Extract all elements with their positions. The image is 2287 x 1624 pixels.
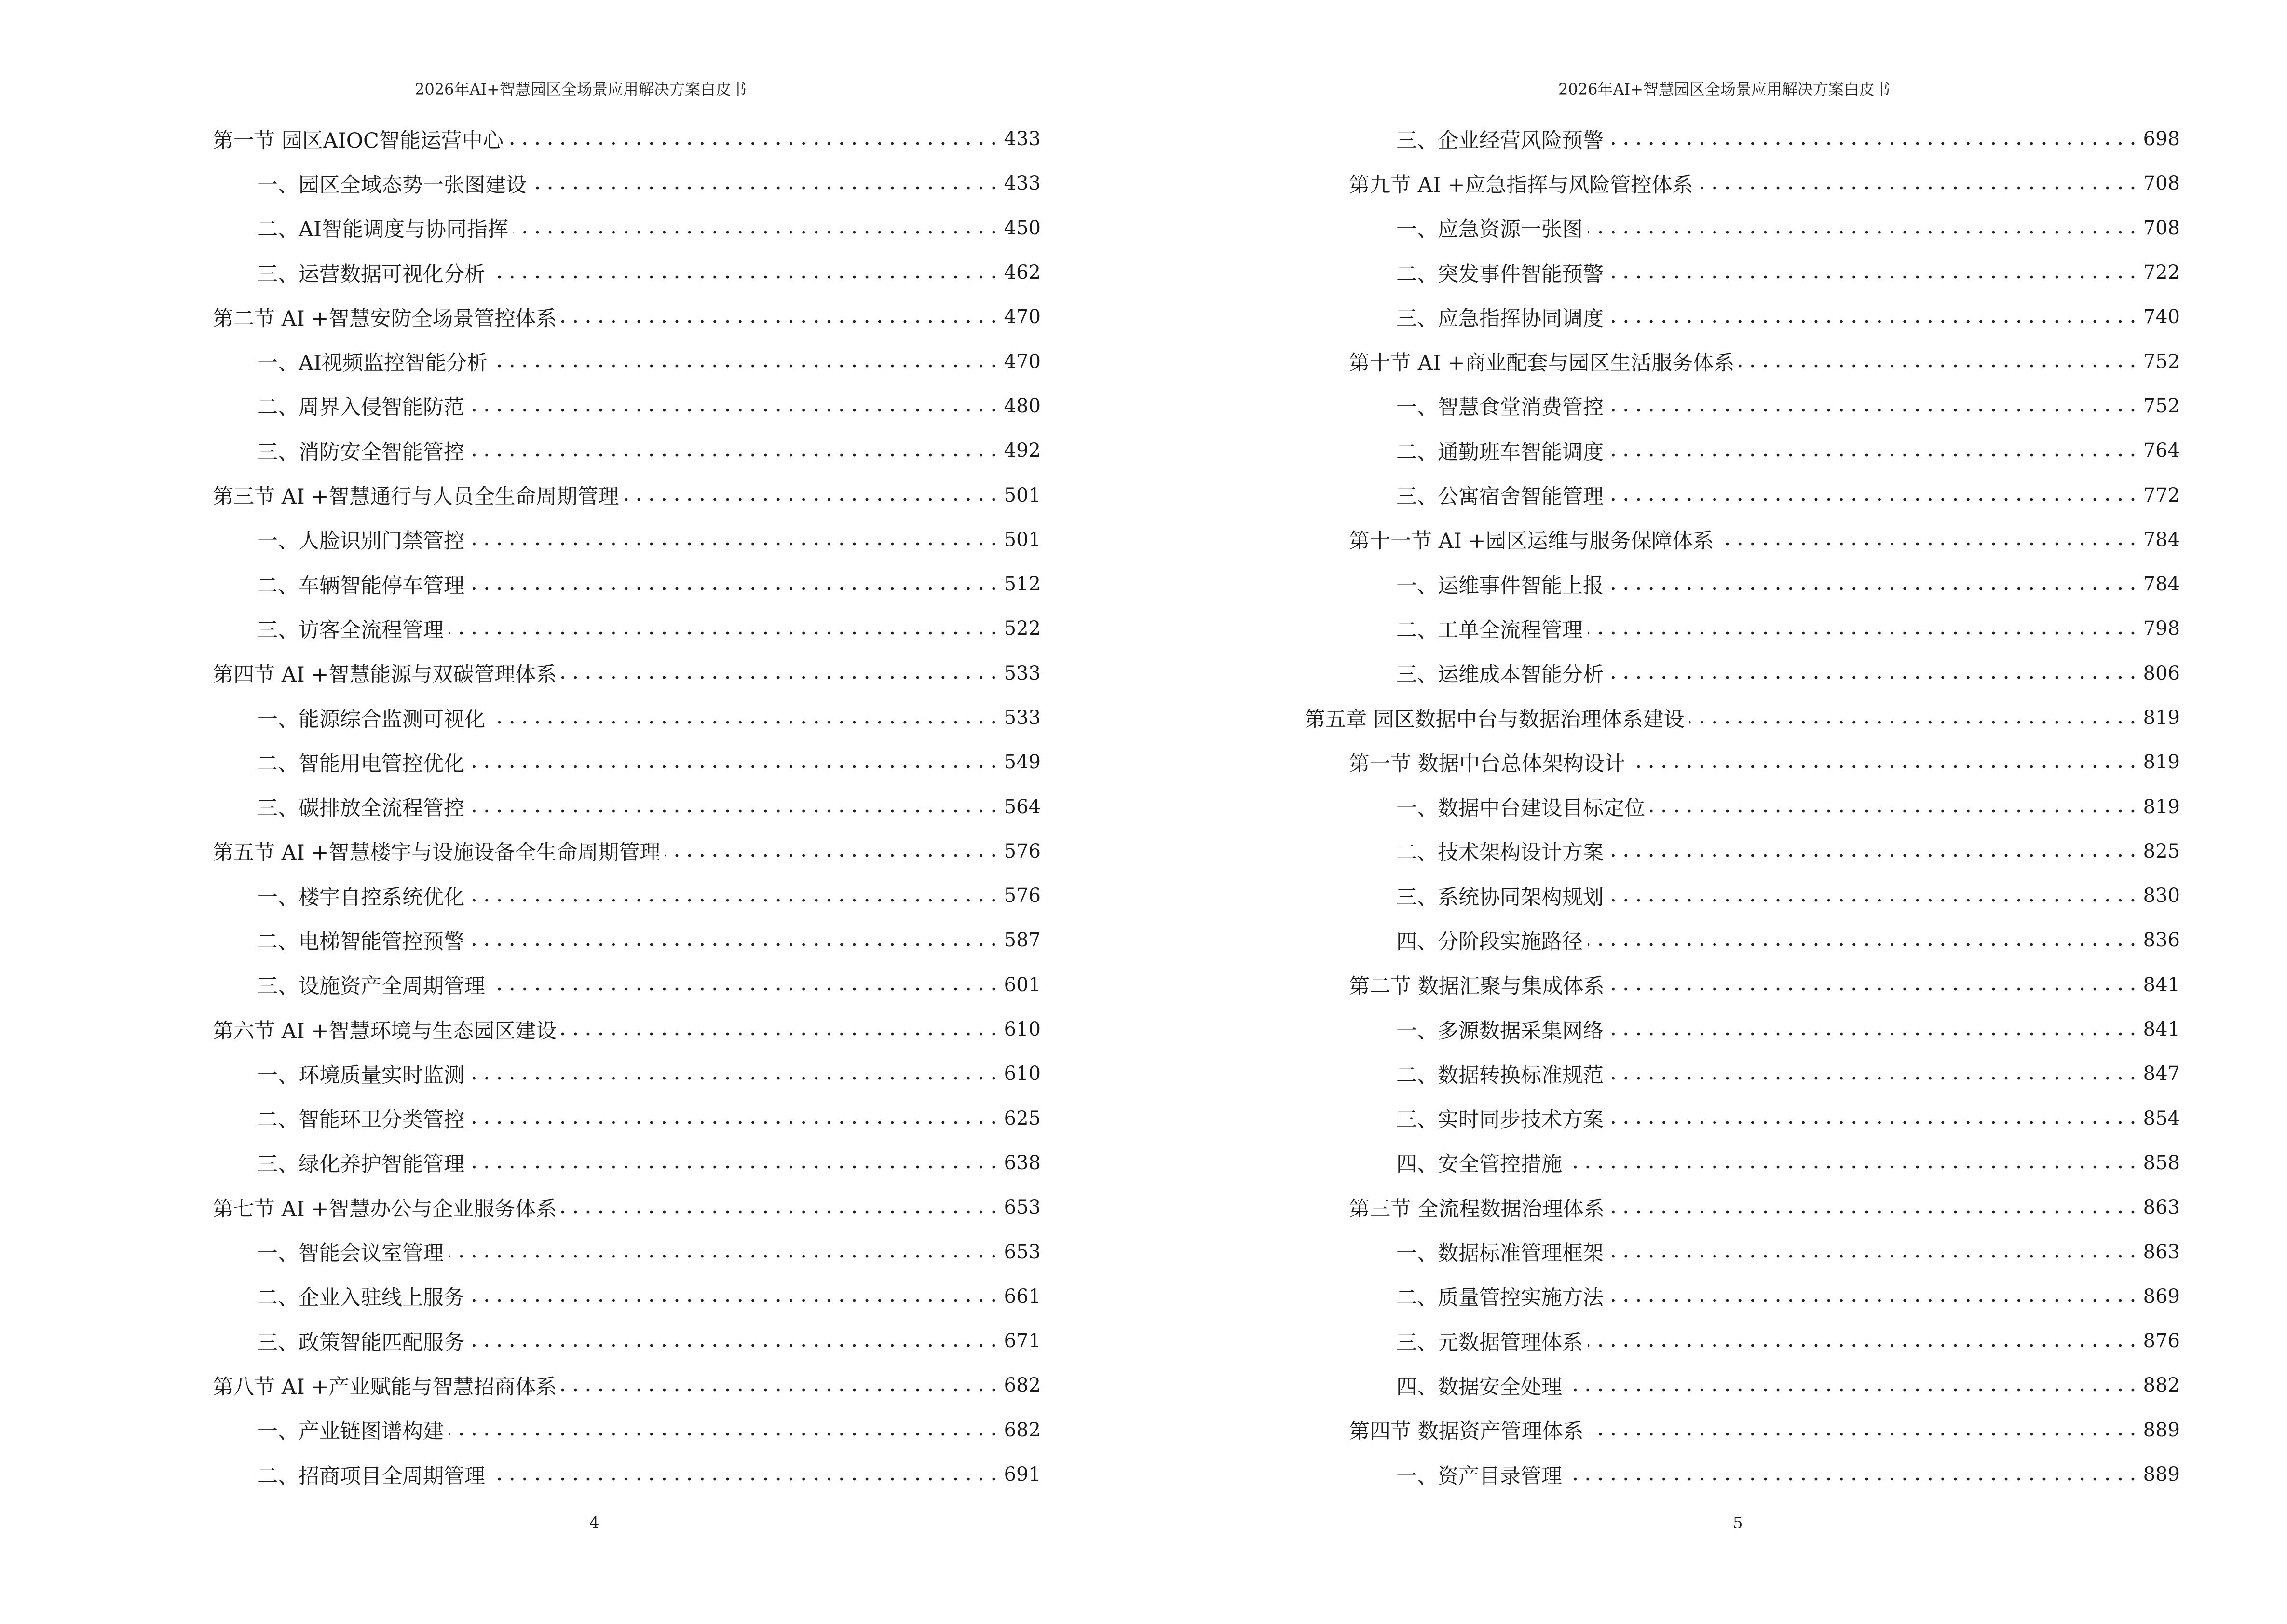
dot-leader — [469, 440, 997, 461]
toc-entry-page: 819 — [2143, 707, 2180, 729]
toc-entry-sub[interactable] — [213, 250, 1041, 295]
toc-entry-sub[interactable] — [213, 1229, 1041, 1274]
table-of-contents — [1305, 117, 2180, 1497]
toc-entry-page: 876 — [2143, 1330, 2180, 1352]
toc-entry-title: 三、运营数据可视化分析 — [257, 262, 485, 287]
toc-entry-sub[interactable] — [213, 606, 1041, 651]
toc-entry-sub[interactable] — [1305, 117, 2180, 161]
dot-leader — [561, 1197, 997, 1218]
dot-leader — [1567, 1375, 2137, 1396]
toc-entry-sub[interactable] — [213, 1096, 1041, 1141]
toc-entry-title: 三、公寓宿舍智能管理 — [1396, 485, 1604, 509]
toc-entry-title: 第四节 AI +智慧能源与双碳管理体系 — [213, 663, 557, 687]
toc-entry-section[interactable] — [1305, 161, 2180, 205]
toc-entry-sub[interactable] — [1305, 1363, 2180, 1407]
toc-entry-sub[interactable] — [1305, 295, 2180, 339]
toc-entry-sub[interactable] — [213, 1452, 1041, 1497]
dot-leader — [1608, 307, 2137, 328]
toc-entry-page: 450 — [1004, 217, 1041, 239]
toc-entry-page: 470 — [1004, 306, 1041, 328]
dot-leader — [469, 1108, 997, 1129]
dot-leader — [469, 396, 997, 416]
dot-leader — [624, 485, 997, 505]
toc-entry-title: 第三节 全流程数据治理体系 — [1349, 1197, 1605, 1221]
dot-leader — [1608, 574, 2137, 595]
toc-entry-sub[interactable] — [213, 740, 1041, 784]
toc-entry-title: 三、系统协同架构规划 — [1396, 885, 1604, 910]
dot-leader — [1589, 1419, 2137, 1440]
dot-leader — [492, 351, 997, 372]
document-page-right — [1144, 0, 2287, 1624]
toc-entry-title: 一、产业链图谱构建 — [257, 1419, 444, 1444]
toc-entry-page: 830 — [2143, 885, 2180, 907]
toc-entry-title: 第八节 AI +产业赋能与智慧招商体系 — [213, 1375, 557, 1399]
dot-leader — [1608, 485, 2137, 505]
toc-entry-page: 661 — [1004, 1285, 1041, 1308]
toc-entry-title: 一、数据标准管理框架 — [1396, 1242, 1604, 1266]
dot-leader — [1698, 173, 2137, 194]
toc-entry-section[interactable] — [1305, 740, 2180, 784]
toc-entry-chapter[interactable] — [1305, 696, 2180, 740]
toc-entry-page: 433 — [1004, 128, 1041, 150]
dot-leader — [469, 1064, 997, 1084]
toc-entry-title: 三、设施资产全周期管理 — [257, 974, 485, 999]
toc-entry-title: 二、突发事件智能预警 — [1396, 262, 1604, 287]
toc-entry-section[interactable] — [1305, 963, 2180, 1007]
table-of-contents — [213, 117, 1041, 1497]
toc-entry-sub[interactable] — [213, 1141, 1041, 1185]
dot-leader — [1608, 886, 2137, 906]
toc-entry-sub[interactable] — [213, 784, 1041, 829]
toc-entry-page: 847 — [2143, 1063, 2180, 1085]
dot-leader — [469, 752, 997, 773]
toc-entry-sub[interactable] — [213, 1408, 1041, 1452]
dot-leader — [531, 173, 997, 194]
toc-entry-title: 一、园区全域态势一张图建设 — [257, 173, 527, 197]
toc-entry-page: 784 — [2143, 528, 2180, 551]
toc-entry-title: 第十节 AI +商业配套与园区生活服务体系 — [1349, 351, 1735, 376]
dot-leader — [1567, 1152, 2137, 1173]
dot-leader — [1588, 1331, 2137, 1351]
toc-entry-page: 480 — [1004, 395, 1041, 417]
toc-entry-title: 一、智能会议室管理 — [257, 1242, 444, 1266]
dot-leader — [1608, 1064, 2137, 1084]
toc-entry-page: 533 — [1004, 707, 1041, 729]
toc-entry-title: 一、多源数据采集网络 — [1396, 1019, 1604, 1043]
dot-leader — [1608, 129, 2137, 150]
toc-entry-title: 第十一节 AI +园区运维与服务保障体系 — [1349, 529, 1714, 554]
toc-entry-sub[interactable] — [213, 562, 1041, 606]
dot-leader — [508, 129, 997, 150]
dot-leader — [665, 841, 997, 861]
toc-entry-page: 819 — [2143, 751, 2180, 774]
dot-leader — [449, 618, 997, 639]
toc-entry-sub[interactable] — [213, 1051, 1041, 1096]
toc-entry-title: 三、政策智能匹配服务 — [257, 1330, 464, 1355]
toc-entry-page: 752 — [2143, 350, 2180, 373]
toc-entry-title: 第一节 园区AIOC智能运营中心 — [213, 128, 504, 153]
toc-entry-page: 708 — [2143, 172, 2180, 195]
dot-leader — [561, 1019, 997, 1040]
toc-entry-sub[interactable] — [1305, 1229, 2180, 1274]
dot-leader — [1609, 974, 2137, 995]
dot-leader — [1650, 796, 2137, 817]
toc-entry-sub[interactable] — [1305, 1274, 2180, 1319]
toc-entry-title: 四、分阶段实施路径 — [1396, 929, 1583, 954]
dot-leader — [469, 1286, 997, 1307]
toc-entry-title: 三、消防安全智能管控 — [257, 440, 464, 464]
dot-leader — [513, 218, 997, 238]
toc-entry-sub[interactable] — [1305, 651, 2180, 696]
page-number: 5 — [1733, 1514, 1743, 1532]
toc-entry-page: 576 — [1004, 885, 1041, 907]
toc-entry-sub[interactable] — [213, 1319, 1041, 1363]
dot-leader — [490, 262, 997, 283]
toc-entry-page: 841 — [2143, 1018, 2180, 1041]
toc-entry-sub[interactable] — [1305, 1096, 2180, 1141]
toc-entry-page: 819 — [2143, 795, 2180, 818]
dot-leader — [1689, 708, 2137, 728]
toc-entry-page: 698 — [2143, 128, 2180, 150]
toc-entry-page: 610 — [1004, 1018, 1041, 1041]
toc-entry-title: 一、资产目录管理 — [1396, 1464, 1562, 1488]
dot-leader — [1608, 1242, 2137, 1262]
dot-leader — [1608, 1286, 2137, 1307]
toc-entry-page: 752 — [2143, 395, 2180, 417]
dot-leader — [1608, 396, 2137, 416]
toc-entry-section[interactable] — [1305, 518, 2180, 562]
toc-entry-title: 第五节 AI +智慧楼宇与设施设备全生命周期管理 — [213, 841, 661, 865]
toc-entry-title: 三、碳排放全流程管控 — [257, 796, 464, 821]
toc-entry-page: 512 — [1004, 573, 1041, 596]
running-header: 2026年AI+智慧园区全场景应用解决方案白皮书 — [1558, 80, 1891, 98]
dot-leader — [1608, 1019, 2137, 1040]
toc-entry-page: 863 — [2143, 1196, 2180, 1219]
toc-entry-title: 第三节 AI +智慧通行与人员全生命周期管理 — [213, 485, 619, 509]
dot-leader — [469, 796, 997, 817]
toc-entry-page: 869 — [2143, 1285, 2180, 1308]
toc-entry-page: 492 — [1004, 439, 1041, 462]
toc-entry-page: 601 — [1004, 973, 1041, 996]
toc-entry-title: 第二节 数据汇聚与集成体系 — [1349, 974, 1605, 999]
toc-entry-sub[interactable] — [1305, 473, 2180, 517]
toc-entry-title: 三、应急指挥协同调度 — [1396, 306, 1604, 331]
toc-entry-title: 第六节 AI +智慧环境与生态园区建设 — [213, 1019, 557, 1043]
toc-entry-page: 653 — [1004, 1196, 1041, 1219]
toc-entry-sub[interactable] — [1305, 1452, 2180, 1497]
toc-entry-sub[interactable] — [213, 963, 1041, 1007]
dot-leader — [561, 307, 997, 328]
toc-entry-title: 二、智能环卫分类管控 — [257, 1108, 464, 1133]
toc-entry-page: 858 — [2143, 1151, 2180, 1174]
dot-leader — [449, 1419, 997, 1440]
toc-entry-page: 854 — [2143, 1107, 2180, 1130]
toc-entry-title: 一、人脸识别门禁管控 — [257, 529, 464, 554]
toc-entry-title: 三、访客全流程管理 — [257, 618, 444, 642]
toc-entry-page: 470 — [1004, 350, 1041, 373]
toc-entry-title: 一、楼宇自控系统优化 — [257, 885, 464, 910]
toc-entry-title: 二、智能用电管控优化 — [257, 751, 464, 776]
dot-leader — [490, 974, 997, 995]
toc-entry-page: 806 — [2143, 662, 2180, 684]
toc-entry-sub[interactable] — [213, 918, 1041, 962]
toc-entry-title: 一、能源综合监测可视化 — [257, 707, 485, 732]
toc-entry-page: 825 — [2143, 840, 2180, 862]
dot-leader — [1608, 1108, 2137, 1129]
toc-entry-title: 一、智慧食堂消费管控 — [1396, 396, 1604, 420]
dot-leader — [1608, 440, 2137, 461]
toc-entry-title: 三、绿化养护智能管理 — [257, 1152, 464, 1177]
toc-entry-page: 564 — [1004, 795, 1041, 818]
toc-entry-page: 433 — [1004, 172, 1041, 195]
toc-entry-page: 462 — [1004, 261, 1041, 284]
dot-leader — [1718, 529, 2137, 550]
toc-entry-page: 882 — [2143, 1374, 2180, 1397]
toc-entry-page: 522 — [1004, 617, 1041, 640]
toc-entry-sub[interactable] — [1305, 1319, 2180, 1363]
toc-entry-title: 二、企业入驻线上服务 — [257, 1286, 464, 1310]
toc-entry-page: 841 — [2143, 973, 2180, 996]
toc-entry-title: 二、数据转换标准规范 — [1396, 1063, 1604, 1088]
toc-entry-title: 一、环境质量实时监测 — [257, 1063, 464, 1088]
dot-leader — [1608, 262, 2137, 283]
toc-entry-page: 722 — [2143, 261, 2180, 284]
dot-leader — [1739, 351, 2137, 372]
toc-entry-title: 二、AI智能调度与协同指挥 — [257, 218, 509, 242]
toc-entry-page: 740 — [2143, 306, 2180, 328]
toc-entry-title: 第九节 AI +应急指挥与风险管控体系 — [1349, 173, 1693, 197]
toc-entry-sub[interactable] — [1305, 1141, 2180, 1185]
dot-leader — [561, 663, 997, 683]
toc-entry-sub[interactable] — [1305, 206, 2180, 250]
toc-entry-section[interactable] — [213, 1007, 1041, 1051]
dot-leader — [490, 708, 997, 728]
toc-entry-title: 二、车辆智能停车管理 — [257, 573, 464, 598]
toc-entry-sub[interactable] — [1305, 250, 2180, 295]
dot-leader — [1567, 1464, 2137, 1485]
toc-entry-sub[interactable] — [213, 206, 1041, 250]
toc-entry-page: 638 — [1004, 1151, 1041, 1174]
toc-entry-sub[interactable] — [213, 873, 1041, 918]
dot-leader — [469, 886, 997, 906]
toc-entry-title: 一、数据中台建设目标定位 — [1396, 796, 1645, 821]
toc-entry-title: 二、招商项目全周期管理 — [257, 1464, 485, 1488]
toc-entry-sub[interactable] — [213, 428, 1041, 473]
toc-entry-sub[interactable] — [1305, 873, 2180, 918]
toc-entry-title: 第四节 数据资产管理体系 — [1349, 1419, 1584, 1444]
dot-leader — [1588, 618, 2137, 639]
dot-leader — [1588, 218, 2137, 238]
dot-leader — [561, 1375, 997, 1396]
toc-entry-sub[interactable] — [1305, 784, 2180, 829]
toc-entry-page: 549 — [1004, 751, 1041, 774]
toc-entry-page: 587 — [1004, 929, 1041, 952]
toc-entry-title: 三、元数据管理体系 — [1396, 1330, 1583, 1355]
running-header: 2026年AI+智慧园区全场景应用解决方案白皮书 — [415, 80, 747, 98]
toc-entry-page: 682 — [1004, 1374, 1041, 1397]
dot-leader — [469, 1331, 997, 1351]
toc-entry-page: 798 — [2143, 617, 2180, 640]
toc-entry-title: 三、运维成本智能分析 — [1396, 663, 1604, 687]
toc-entry-title: 第一节 数据中台总体架构设计 — [1349, 751, 1625, 776]
toc-entry-page: 501 — [1004, 484, 1041, 506]
dot-leader — [1630, 752, 2137, 773]
toc-entry-page: 708 — [2143, 217, 2180, 239]
toc-entry-sub[interactable] — [1305, 918, 2180, 962]
toc-entry-section[interactable] — [213, 651, 1041, 696]
dot-leader — [469, 1152, 997, 1173]
toc-entry-title: 三、企业经营风险预警 — [1396, 128, 1604, 153]
toc-entry-sub[interactable] — [213, 518, 1041, 562]
toc-entry-sub[interactable] — [1305, 384, 2180, 428]
toc-entry-sub[interactable] — [213, 696, 1041, 740]
toc-entry-title: 第二节 AI +智慧安防全场景管控体系 — [213, 306, 557, 331]
toc-entry-section[interactable] — [213, 829, 1041, 873]
toc-entry-page: 576 — [1004, 840, 1041, 862]
dot-leader — [490, 1464, 997, 1485]
toc-entry-page: 682 — [1004, 1419, 1041, 1441]
dot-leader — [469, 930, 997, 951]
toc-entry-page: 610 — [1004, 1063, 1041, 1085]
toc-entry-sub[interactable] — [213, 1274, 1041, 1319]
toc-entry-title: 二、工单全流程管理 — [1396, 618, 1583, 642]
toc-entry-title: 一、运维事件智能上报 — [1396, 573, 1604, 598]
toc-entry-title: 第五章 园区数据中台与数据治理体系建设 — [1305, 707, 1685, 732]
toc-entry-sub[interactable] — [213, 384, 1041, 428]
toc-entry-sub[interactable] — [1305, 829, 2180, 873]
toc-entry-section[interactable] — [1305, 1408, 2180, 1452]
dot-leader — [1608, 841, 2137, 861]
dot-leader — [469, 529, 997, 550]
toc-entry-title: 一、AI视频监控智能分析 — [257, 351, 488, 376]
toc-entry-title: 一、应急资源一张图 — [1396, 218, 1583, 242]
toc-entry-section[interactable] — [1305, 1185, 2180, 1229]
toc-entry-title: 四、数据安全处理 — [1396, 1375, 1562, 1399]
dot-leader — [449, 1242, 997, 1262]
toc-entry-title: 四、安全管控措施 — [1396, 1152, 1562, 1177]
toc-entry-page: 889 — [2143, 1463, 2180, 1486]
toc-entry-title: 二、通勤班车智能调度 — [1396, 440, 1604, 464]
toc-entry-page: 671 — [1004, 1330, 1041, 1352]
toc-entry-page: 784 — [2143, 573, 2180, 596]
toc-entry-sub[interactable] — [1305, 1007, 2180, 1051]
toc-entry-section[interactable] — [1305, 339, 2180, 383]
toc-entry-section[interactable] — [213, 1185, 1041, 1229]
toc-entry-sub[interactable] — [1305, 562, 2180, 606]
toc-entry-section[interactable] — [213, 117, 1041, 161]
toc-entry-page: 889 — [2143, 1419, 2180, 1441]
toc-entry-page: 772 — [2143, 484, 2180, 506]
toc-entry-sub[interactable] — [213, 161, 1041, 205]
toc-entry-section[interactable] — [213, 295, 1041, 339]
dot-leader — [1609, 1197, 2137, 1218]
toc-entry-title: 二、质量管控实施方法 — [1396, 1286, 1604, 1310]
toc-entry-title: 第七节 AI +智慧办公与企业服务体系 — [213, 1197, 557, 1221]
toc-entry-sub[interactable] — [1305, 606, 2180, 651]
toc-entry-section[interactable] — [213, 473, 1041, 517]
dot-leader — [469, 574, 997, 595]
toc-entry-page: 533 — [1004, 662, 1041, 684]
toc-entry-sub[interactable] — [1305, 1051, 2180, 1096]
dot-leader — [1588, 930, 2137, 951]
toc-entry-page: 836 — [2143, 929, 2180, 952]
toc-entry-page: 764 — [2143, 439, 2180, 462]
toc-entry-page: 863 — [2143, 1241, 2180, 1263]
toc-entry-page: 625 — [1004, 1107, 1041, 1130]
toc-entry-sub[interactable] — [1305, 428, 2180, 473]
toc-entry-page: 691 — [1004, 1463, 1041, 1486]
toc-entry-title: 二、周界入侵智能防范 — [257, 396, 464, 420]
toc-entry-page: 501 — [1004, 528, 1041, 551]
toc-entry-section[interactable] — [213, 1363, 1041, 1407]
page-number: 4 — [589, 1514, 599, 1532]
toc-entry-page: 653 — [1004, 1241, 1041, 1263]
toc-entry-sub[interactable] — [213, 339, 1041, 383]
dot-leader — [1608, 663, 2137, 683]
toc-entry-title: 三、实时同步技术方案 — [1396, 1108, 1604, 1133]
toc-entry-title: 二、技术架构设计方案 — [1396, 841, 1604, 865]
toc-entry-title: 二、电梯智能管控预警 — [257, 929, 464, 954]
